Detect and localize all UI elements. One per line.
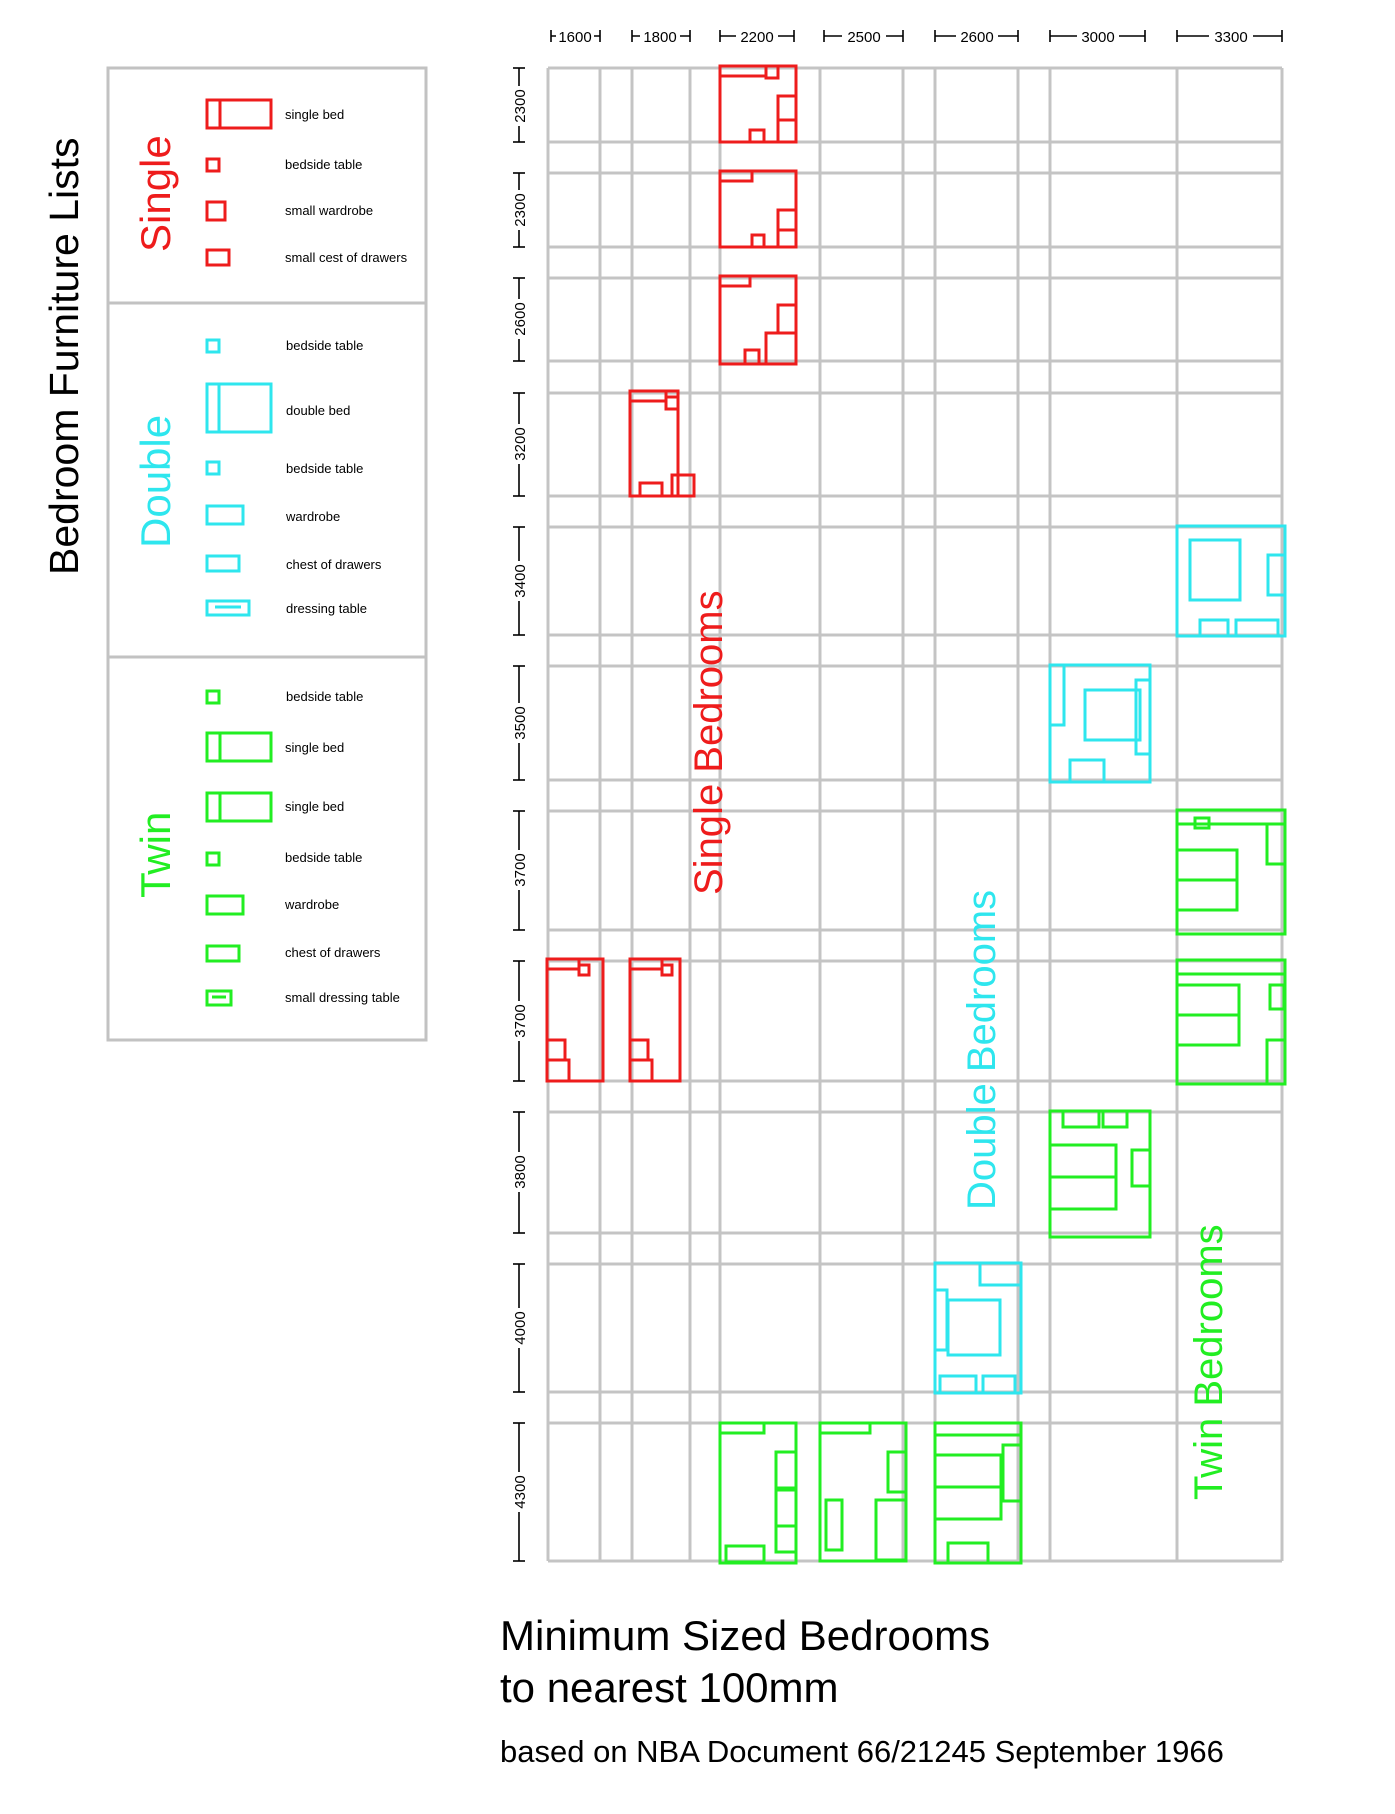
size-grid — [548, 68, 1282, 1561]
legend-item-label: wardrobe — [285, 897, 340, 912]
legend-symbols-double — [207, 340, 271, 615]
bedroom-plan — [1177, 526, 1285, 636]
bedroom-plan — [935, 1423, 1021, 1563]
bedside-table-icon — [207, 691, 219, 703]
legend-item-label: bedside table — [286, 338, 364, 353]
legend-symbols-twin — [207, 691, 271, 1005]
bedroom-plan — [547, 959, 603, 1081]
wardrobe-icon — [207, 506, 243, 524]
legend-item-label: bedside table — [286, 461, 364, 476]
bedroom-plan — [720, 66, 796, 142]
legend-group-single: Single — [132, 135, 179, 252]
column-dimensions — [551, 27, 1282, 46]
bedroom-plan — [630, 391, 694, 496]
row-label: 3200 — [512, 427, 529, 461]
legend-item-label: single bed — [285, 740, 345, 755]
legend-item-label: dressing table — [286, 601, 367, 616]
source-note: based on NBA Document 66/21245 September 1966 — [500, 1734, 1224, 1769]
column-label: 2600 — [960, 29, 994, 46]
bedroom-plan — [1177, 810, 1285, 934]
row-label: 3700 — [512, 853, 529, 887]
bedside-table-icon — [207, 159, 219, 171]
row-label: 3800 — [512, 1155, 529, 1189]
region-label-single: Single Bedrooms — [687, 590, 731, 895]
column-label: 2200 — [740, 29, 774, 46]
row-label: 3400 — [512, 564, 529, 598]
column-label: 2500 — [847, 29, 881, 46]
row-label: 2300 — [512, 193, 529, 227]
row-label: 3500 — [512, 706, 529, 740]
double-bed-icon — [207, 384, 271, 432]
legend-item-label: bedside table — [285, 850, 363, 865]
bedroom-plan — [1050, 665, 1150, 782]
legend — [41, 68, 426, 1040]
chest-of-drawers-icon — [207, 946, 239, 961]
small-wardrobe-icon — [207, 202, 225, 220]
legend-item-label: bedside table — [285, 157, 363, 172]
single-bed-icon — [207, 100, 271, 128]
dressing-table-icon — [207, 601, 249, 615]
dressing-table-icon — [207, 991, 231, 1005]
bedroom-plan — [820, 1423, 906, 1561]
bedroom-plan — [720, 171, 796, 247]
legend-item-label: single bed — [285, 799, 345, 814]
bedroom-plan — [630, 959, 680, 1081]
legend-item-label: wardrobe — [286, 509, 341, 524]
legend-item-label: small cest of drawers — [285, 250, 408, 265]
single-bed-icon — [207, 793, 271, 821]
row-label: 2600 — [512, 302, 529, 336]
column-label: 3300 — [1214, 29, 1248, 46]
column-label: 1600 — [558, 29, 592, 46]
bedroom-plan — [935, 1263, 1021, 1393]
row-label: 2300 — [512, 89, 529, 123]
legend-symbols-single — [207, 100, 271, 265]
chest-of-drawers-icon — [207, 250, 229, 265]
legend-item-label: small dressing table — [285, 990, 400, 1005]
bedside-table-icon — [207, 340, 219, 352]
main-title-line-1: Minimum Sized Bedrooms — [500, 1612, 991, 1659]
legend-title: Bedroom Furniture Lists — [41, 137, 87, 575]
legend-item-label: double bed — [286, 403, 351, 418]
row-label: 4000 — [512, 1311, 529, 1345]
row-label: 4300 — [512, 1475, 529, 1509]
legend-item-label: bedside table — [286, 689, 364, 704]
main-title — [500, 1610, 990, 1714]
bedroom-plan — [720, 276, 796, 364]
legend-group-double: Double — [132, 414, 179, 548]
legend-group-twin: Twin — [132, 811, 179, 898]
bedside-table-icon — [207, 462, 219, 474]
legend-item-label: chest of drawers — [286, 557, 382, 572]
bedside-table-icon — [207, 853, 219, 865]
legend-item-label: single bed — [285, 107, 345, 122]
bedroom-plan — [1050, 1111, 1150, 1237]
wardrobe-icon — [207, 896, 243, 914]
main-title-line-2: to nearest 100mm — [500, 1664, 839, 1711]
column-label: 1800 — [643, 29, 677, 46]
column-label: 3000 — [1081, 29, 1115, 46]
bedroom-plan — [720, 1423, 796, 1563]
legend-item-label: chest of drawers — [285, 945, 381, 960]
row-label: 3700 — [512, 1004, 529, 1038]
region-label-twin: Twin Bedrooms — [1187, 1224, 1231, 1500]
chest-of-drawers-icon — [207, 556, 239, 571]
single-bed-icon — [207, 733, 271, 761]
row-dimensions — [510, 68, 529, 1561]
bedroom-plan — [1177, 960, 1285, 1084]
region-label-double: Double Bedrooms — [960, 889, 1004, 1210]
legend-item-label: small wardrobe — [285, 203, 374, 218]
